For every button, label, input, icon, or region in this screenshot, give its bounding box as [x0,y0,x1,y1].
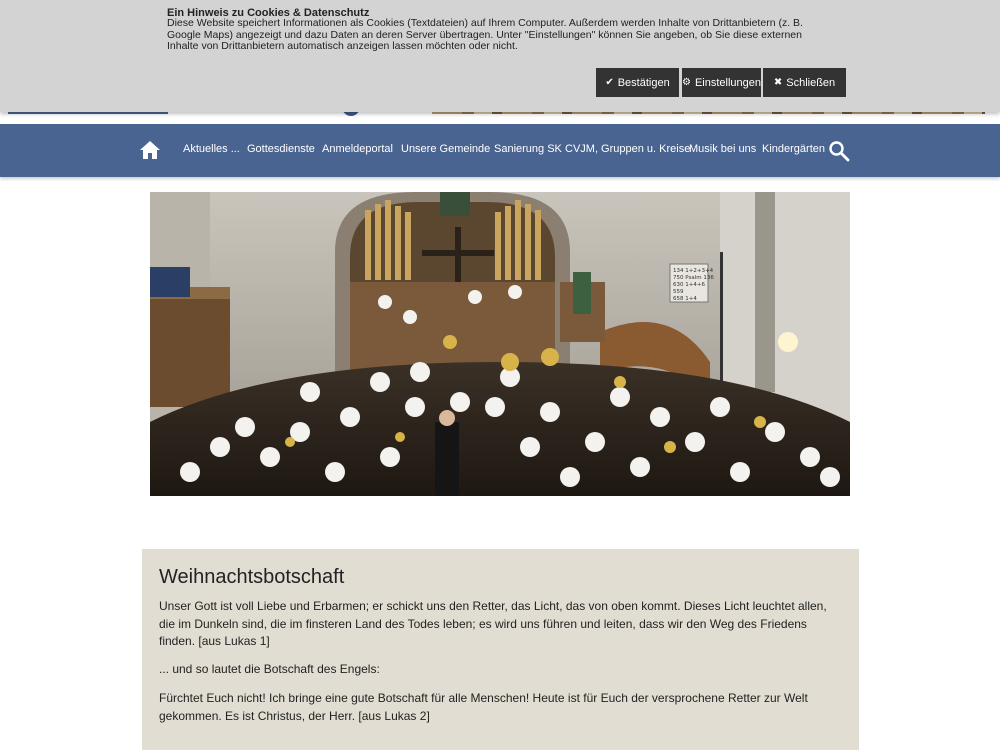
settings-label: Einstellungen [694,76,762,89]
hymn-board-line: 630 1+4+6 [673,282,705,288]
nav-item-anmeldeportal[interactable]: Anmeldeportal [322,143,393,155]
nav-item-musik[interactable]: Musik bei uns [689,143,757,155]
nav-item-cvjm[interactable]: CVJM, Gruppen u. Kreise [565,143,691,155]
nav-item-gottesdienste[interactable]: Gottesdienste [247,143,315,155]
cookie-text: Diese Website speichert Informationen als Cookies (Textdateien) auf Ihrem Computer. Außerdem werden Inhalte von Drittanbietern (z. B. Google Maps) angezeigt und dazu Daten an deren Server übertragen. Unter "Einstellungen" können Sie angeben, ob Sie diese externen Inhalte von Drittanbietern automatisch anzeigen lassen möchten oder nicht. [167,17,803,52]
hymn-board-line: 750 Psalm 136 [673,275,714,281]
nav-item-aktuelles[interactable]: Aktuelles ... [183,143,240,155]
article-paragraph: Fürchtet Euch nicht! Ich bringe eine gute Botschaft für alle Menschen! Heute ist für Euch der versprochene Retter zur Welt gekommen. Es ist Christus, der Herr. [aus Lukas 2] [159,691,808,723]
x-icon: ✖ [773,77,783,88]
article-box [142,549,859,750]
settings-button[interactable] [682,68,761,97]
hymn-board-line: 559 [673,289,684,295]
nav-item-kindergaerten[interactable]: Kindergärten [762,143,825,155]
confirm-label: Bestätigen [617,76,670,89]
close-label: Schließen [786,76,836,89]
article-paragraph: Unser Gott ist voll Liebe und Erbarmen; er schickt uns den Retter, das Licht, das von oben kommt. Dieses Licht leuchtet allen, die im Dunkeln sind, die im finsteren Land des Todes leben; es wird uns führen und leiten, dass wir den Weg des Friedens finden. [aus Lukas 1] [159,599,827,648]
confirm-button[interactable] [596,68,679,97]
hero-image [150,192,850,496]
main-nav [0,124,1000,177]
hymn-board-line: 134 1+2+3+4 [673,268,714,274]
article-paragraph: ... und so lautet die Botschaft des Engels: [159,662,380,676]
nav-item-unsere-gemeinde[interactable]: Unsere Gemeinde [401,143,491,155]
home-icon[interactable] [139,140,161,160]
cookie-banner [0,0,1000,112]
search-icon[interactable] [828,140,850,162]
close-button[interactable] [763,68,846,97]
gear-icon: ⚙ [681,77,691,88]
nav-item-sanierung-sk[interactable]: Sanierung SK [494,143,562,155]
hymn-board-line: 658 1+4 [673,296,697,302]
check-icon: ✔ [605,77,614,88]
article-title: Weihnachtsbotschaft [159,566,345,588]
cookie-title: Ein Hinweis zu Cookies & Datenschutz [167,7,370,19]
